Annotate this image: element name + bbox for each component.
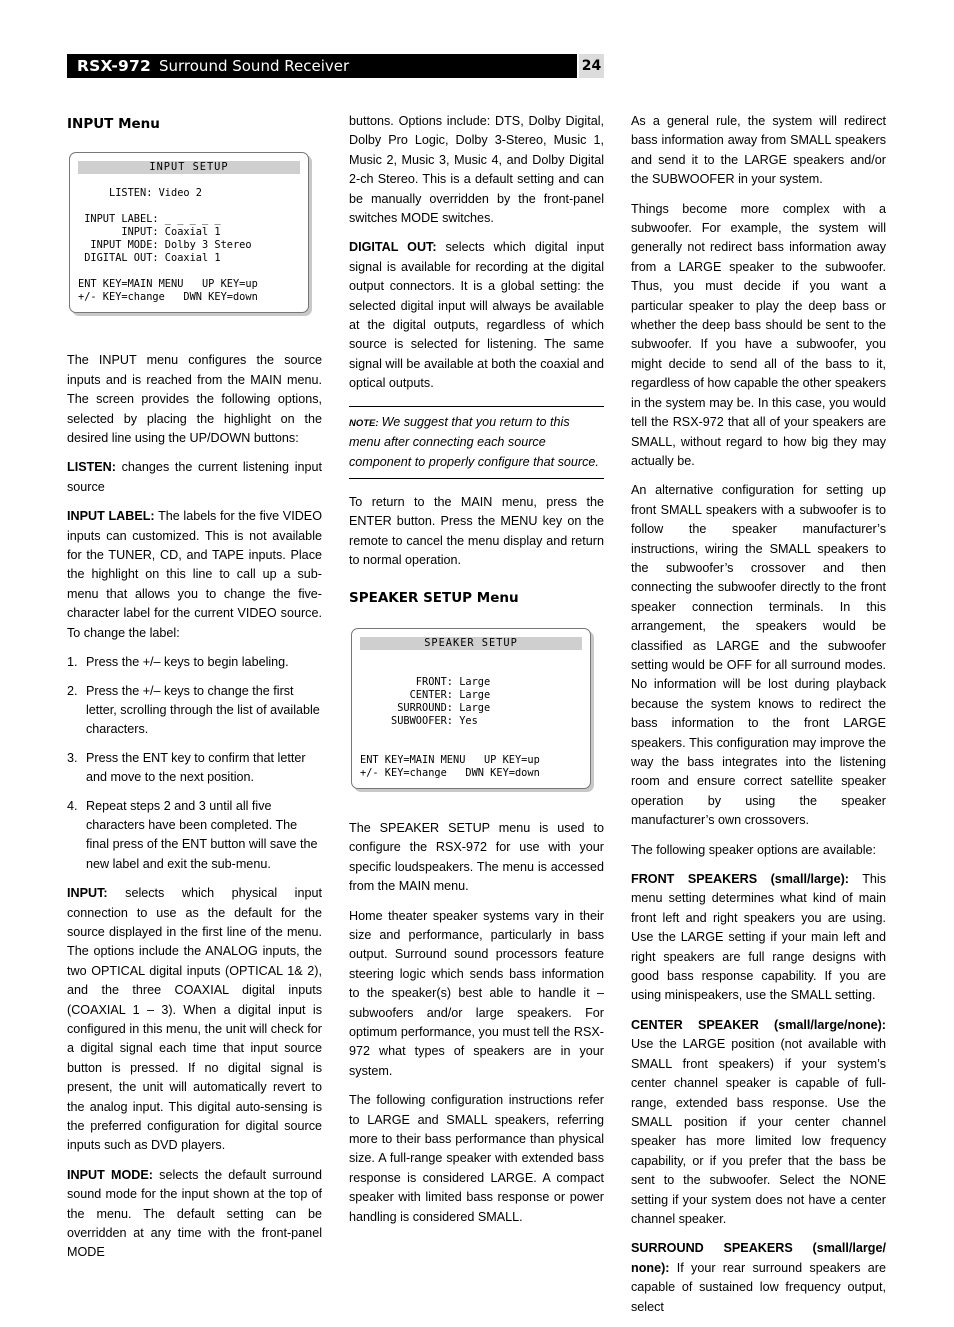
center-speaker-label: CENTER SPEAKER (small/large/none): <box>631 1017 886 1032</box>
input-paragraph <box>67 884 322 1156</box>
center-speaker-text: Use the LARGE position (not available with SMALL front speakers) if your system’s center channel speaker is capable of full-range, extended bass response. Use the SMALL position if your center channel speaker has more limited low frequency capability, or if you prefer that the bass be sent to the subwoofer. Select the NONE setting if your system does not have a center channel speaker. <box>631 1037 886 1226</box>
screen-line: INPUT: Coaxial 1 <box>78 226 221 239</box>
screen-gap <box>360 741 582 754</box>
surround-speakers-paragraph <box>631 1239 886 1317</box>
digital-out-paragraph <box>349 238 604 393</box>
input-setup-screen-title: INPUT SETUP <box>78 161 300 174</box>
screen-gap <box>360 728 582 741</box>
step-number: 2. <box>67 683 78 698</box>
header-bar <box>67 54 577 78</box>
screen-line: ENT KEY=MAIN MENU UP KEY=up <box>78 278 258 291</box>
input-mode-paragraph <box>67 1166 322 1263</box>
input-text: selects which physical input connection to use as the default for the source displayed in the first line of the menu. The options include the ANALOG inputs, the two OPTICAL digital inputs (OPTICAL 1& 2), and the three COAXIAL digital inputs (COAXIAL 1 – 3). When a digital input is configured in this menu, the unit will check for a digital signal each time that input source button is pressed. If no digital signal is present, the unit will automatically revert to the analog input. This digital auto-sensing is the preferred configuration for digital source inputs such as DVD players. <box>67 886 322 1153</box>
input-label-paragraph <box>67 507 322 643</box>
return-paragraph: To return to the MAIN menu, press the ENTER button. Press the MENU key on the remote to cancel the menu display and return to normal operation. <box>349 494 604 568</box>
input-mode-label: INPUT MODE: <box>67 1167 153 1182</box>
step-number: 3. <box>67 750 78 765</box>
input-menu-title: INPUT Menu <box>67 116 160 132</box>
screen-line: ENT KEY=MAIN MENU UP KEY=up <box>360 753 540 766</box>
screen-line: INPUT MODE: Dolby 3 Stereo <box>78 239 252 252</box>
column-1 <box>67 112 322 1273</box>
options-intro-paragraph: The following speaker options are available: <box>631 842 877 857</box>
screen-line: SURROUND: Large <box>360 701 491 714</box>
listen-text: changes the current listening input source <box>67 460 322 494</box>
list-item <box>67 797 322 875</box>
surround-speakers-text: If your rear surround speakers are capable of sustained low frequency output, select <box>631 1260 886 1314</box>
listen-label: LISTEN: <box>67 460 116 475</box>
speaker-setup-screen-title: SPEAKER SETUP <box>360 637 582 650</box>
step-text: Press the +/– keys to begin labeling. <box>86 655 289 670</box>
large-small-paragraph: The following configuration instructions refer to LARGE and SMALL speakers, referring more to their bass performance than physical size. A full-range speaker with extended bass response is considered LARGE. A compact speaker with limited bass response or power handling is considered SMALL. <box>349 1093 604 1224</box>
note-box <box>349 406 604 479</box>
screen-gap <box>78 200 300 213</box>
screen-line: SUBWOOFER: Yes <box>360 714 478 727</box>
speaker-systems-paragraph: Home theater speaker systems vary in their size and performance, particularly in bass output. Surround sound processors feature steering logic which sends bass information to the speaker(s) best able to handle it – subwoofers and/or large speakers. For optimum performance, you must tell the RSX-972 what types of speakers are in your system. <box>349 908 604 1078</box>
input-label-label: INPUT LABEL: <box>67 509 155 524</box>
product-subtitle: Surround Sound Receiver <box>158 57 350 75</box>
note-label: NOTE: <box>349 417 379 429</box>
front-speakers-label: FRONT SPEAKERS (small/large): <box>631 872 849 887</box>
note-text: We suggest that you return to this menu after connecting each source component to properly configure that source. <box>349 414 599 469</box>
screen-line: DIGITAL OUT: Coaxial 1 <box>78 252 221 265</box>
speaker-intro-paragraph: The SPEAKER SETUP menu is used to configure the RSX-972 for use with your specific loudspeakers. The menu is accessed from the MAIN menu. <box>349 820 604 894</box>
screen-gap <box>78 265 300 278</box>
step-text: Press the ENT key to confirm that letter and move to the next position. <box>86 750 306 785</box>
screen-lines <box>360 663 582 780</box>
input-label: INPUT: <box>67 886 108 901</box>
input-label-text: The labels for the five VIDEO inputs can customized. This is not available for the TUNER, CD, and TAPE inputs. Place the highlight on this line to call up a sub-menu that allows you to change the five-character label for the current VIDEO source. To change the label: <box>67 509 322 640</box>
screen-line: FRONT: Large <box>360 675 491 688</box>
screen-line: INPUT LABEL: _ _ _ _ _ <box>78 213 221 226</box>
speaker-setup-screen <box>351 628 591 789</box>
screen-line: LISTEN: Video 2 <box>78 187 202 200</box>
front-speakers-text: This menu setting determines what kind of main front left and right speakers you are using. Use the LARGE setting if your main left and right speakers are full range designs with good bass response capability. If you are using minispeakers, use the SMALL setting. <box>631 872 886 1003</box>
column-2 <box>349 112 604 1237</box>
screen-line: CENTER: Large <box>360 688 491 701</box>
screen-gap <box>360 663 582 676</box>
listen-paragraph <box>67 458 322 497</box>
list-item <box>67 653 322 672</box>
input-mode-text-start: selects the default surround sound mode for the input shown at the top of the menu. The default setting can be overridden at any time with the front-panel MODE <box>67 1167 322 1260</box>
alternative-config-paragraph: An alternative configuration for setting up front SMALL speakers with a subwoofer is to follow the speaker manufacturer’s instructions, wiring the SMALL speakers to the subwoofer’s crossover and then connecting the subwoofer directly to the front speaker connection terminals. In this arrangement, the speakers would be classified as LARGE and the subwoofer setting would be OFF for all surround modes. No information will be lost during playback because the system knows to redirect the bass information to the front LARGE speakers. This configuration may improve the way the bass integrates into the listening room and ensure correct satellite speaker operation by using the speaker manufacturer’s own crossovers. <box>631 483 886 828</box>
step-number: 4. <box>67 798 78 813</box>
digital-out-text: selects which digital input signal is available for recording at the digital output connectors. It is a global setting: the selected digital input will always be available at the digital outputs, regardless of which source is selected for listening. The same signal will be available at both the coaxial and optical outputs. <box>349 240 604 391</box>
list-item <box>67 749 322 788</box>
page-number: 24 <box>579 54 604 78</box>
product-model: RSX-972 <box>77 57 151 75</box>
input-menu-intro: The INPUT menu configures the source inputs and is reached from the MAIN menu. The screen provides the following options, selected by placing the highlight on the desired line using the UP/DOWN buttons: <box>67 353 322 446</box>
step-text: Repeat steps 2 and 3 until all five characters have been completed. The final press of the ENT button will save the new label and exit the sub-menu. <box>86 798 318 871</box>
input-mode-continued: buttons. Options include: DTS, Dolby Digital, Dolby Pro Logic, Dolby 3-Stereo, Music 1, Music 2, Music 3, Music 4, and Dolby Digital 2-ch Stereo. This is a default setting and can be manually overridden by the front-panel switches MODE switches. <box>349 114 604 226</box>
step-text: Press the +/– keys to change the first letter, scrolling through the list of available characters. <box>86 683 320 737</box>
front-speakers-paragraph <box>631 870 886 1006</box>
step-number: 1. <box>67 655 78 670</box>
screen-line: +/- KEY=change DWN KEY=down <box>78 291 258 304</box>
subwoofer-paragraph: Things become more complex with a subwoofer. For example, the system will generally not redirect bass information away from a LARGE speaker to the subwoofer. Thus, you must decide if you want a particular speaker to play the deep bass or whether the deep bass should be sent to the subwoofer. If you have a subwoofer, you might decide to send all of the bass to it, regardless of how capable the other speakers in the system may be. In this case, you would tell the RSX-972 that all of your speakers are SMALL, without regard to how big they may actually be. <box>631 201 886 468</box>
column-3 <box>631 112 886 1327</box>
digital-out-label: DIGITAL OUT: <box>349 240 437 255</box>
surround-speakers-label: SURROUND SPEAKERS (small/large/ none): <box>631 1241 886 1275</box>
screen-lines <box>78 187 300 304</box>
screen-line: +/- KEY=change DWN KEY=down <box>360 766 540 779</box>
labeling-steps <box>67 653 322 874</box>
general-rule-paragraph: As a general rule, the system will redirect bass information away from SMALL speakers and send it to the LARGE speakers and/or the SUBWOOFER in your system. <box>631 114 886 187</box>
speaker-setup-title: SPEAKER SETUP Menu <box>349 589 519 606</box>
center-speaker-paragraph <box>631 1016 886 1229</box>
list-item <box>67 682 322 740</box>
input-setup-screen <box>69 152 309 313</box>
